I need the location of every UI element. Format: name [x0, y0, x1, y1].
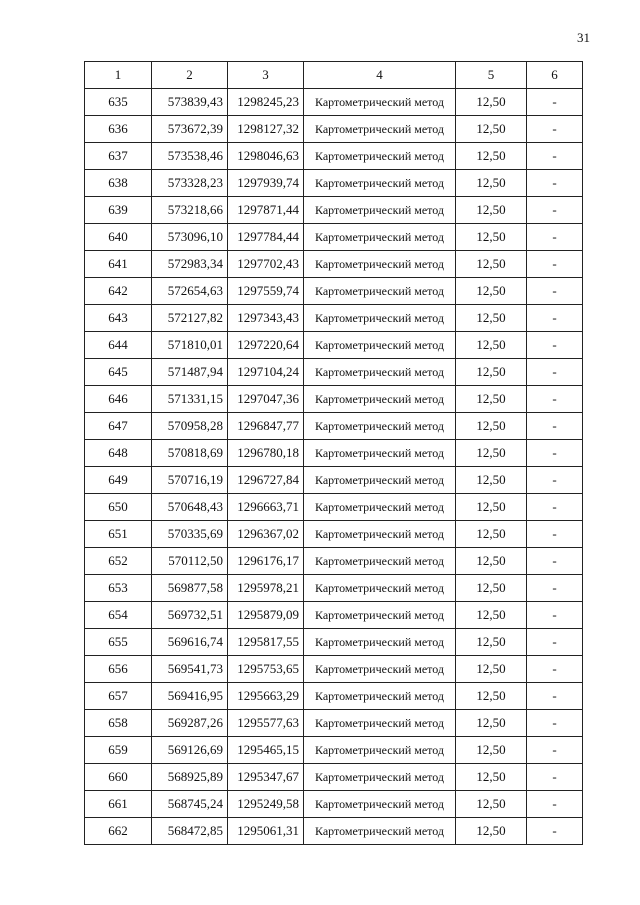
accuracy-cell: 12,50 — [456, 224, 527, 251]
note-cell: - — [527, 737, 583, 764]
table-row — [85, 251, 583, 278]
y-coordinate-cell: 1297939,74 — [228, 170, 304, 197]
table-row — [85, 656, 583, 683]
method-cell: Картометрический метод — [304, 737, 456, 764]
accuracy-cell: 12,50 — [456, 251, 527, 278]
accuracy-cell: 12,50 — [456, 89, 527, 116]
point-number-cell: 646 — [85, 386, 152, 413]
table-row — [85, 494, 583, 521]
x-coordinate-cell: 569732,51 — [152, 602, 228, 629]
table-row — [85, 791, 583, 818]
header-cell-3: 3 — [228, 62, 304, 89]
accuracy-cell: 12,50 — [456, 791, 527, 818]
table-row — [85, 548, 583, 575]
method-cell: Картометрический метод — [304, 818, 456, 845]
note-cell: - — [527, 683, 583, 710]
y-coordinate-cell: 1295465,15 — [228, 737, 304, 764]
point-number-cell: 636 — [85, 116, 152, 143]
method-cell: Картометрический метод — [304, 386, 456, 413]
y-coordinate-cell: 1296367,02 — [228, 521, 304, 548]
note-cell: - — [527, 818, 583, 845]
table-row — [85, 305, 583, 332]
table-row — [85, 764, 583, 791]
note-cell: - — [527, 710, 583, 737]
accuracy-cell: 12,50 — [456, 440, 527, 467]
accuracy-cell: 12,50 — [456, 170, 527, 197]
table-body — [85, 89, 583, 845]
point-number-cell: 655 — [85, 629, 152, 656]
table-row — [85, 818, 583, 845]
table-row — [85, 602, 583, 629]
accuracy-cell: 12,50 — [456, 359, 527, 386]
note-cell: - — [527, 656, 583, 683]
note-cell: - — [527, 764, 583, 791]
y-coordinate-cell: 1297871,44 — [228, 197, 304, 224]
method-cell: Картометрический метод — [304, 197, 456, 224]
point-number-cell: 657 — [85, 683, 152, 710]
coordinates-table — [84, 61, 583, 845]
y-coordinate-cell: 1296847,77 — [228, 413, 304, 440]
y-coordinate-cell: 1297343,43 — [228, 305, 304, 332]
x-coordinate-cell: 570335,69 — [152, 521, 228, 548]
table-row — [85, 413, 583, 440]
method-cell: Картометрический метод — [304, 683, 456, 710]
point-number-cell: 643 — [85, 305, 152, 332]
x-coordinate-cell: 573096,10 — [152, 224, 228, 251]
x-coordinate-cell: 571331,15 — [152, 386, 228, 413]
y-coordinate-cell: 1296727,84 — [228, 467, 304, 494]
table-header — [85, 62, 583, 89]
table-row — [85, 629, 583, 656]
point-number-cell: 658 — [85, 710, 152, 737]
header-cell-6: 6 — [527, 62, 583, 89]
x-coordinate-cell: 569126,69 — [152, 737, 228, 764]
x-coordinate-cell: 569616,74 — [152, 629, 228, 656]
table-row — [85, 467, 583, 494]
note-cell: - — [527, 224, 583, 251]
table-row — [85, 386, 583, 413]
x-coordinate-cell: 573672,39 — [152, 116, 228, 143]
method-cell: Картометрический метод — [304, 116, 456, 143]
note-cell: - — [527, 494, 583, 521]
table-row — [85, 575, 583, 602]
point-number-cell: 647 — [85, 413, 152, 440]
x-coordinate-cell: 568925,89 — [152, 764, 228, 791]
note-cell: - — [527, 548, 583, 575]
x-coordinate-cell: 570716,19 — [152, 467, 228, 494]
x-coordinate-cell: 569541,73 — [152, 656, 228, 683]
method-cell: Картометрический метод — [304, 656, 456, 683]
note-cell: - — [527, 305, 583, 332]
x-coordinate-cell: 571810,01 — [152, 332, 228, 359]
method-cell: Картометрический метод — [304, 629, 456, 656]
y-coordinate-cell: 1295753,65 — [228, 656, 304, 683]
note-cell: - — [527, 521, 583, 548]
table-row — [85, 278, 583, 305]
x-coordinate-cell: 570112,50 — [152, 548, 228, 575]
accuracy-cell: 12,50 — [456, 629, 527, 656]
note-cell: - — [527, 440, 583, 467]
note-cell: - — [527, 116, 583, 143]
x-coordinate-cell: 573839,43 — [152, 89, 228, 116]
point-number-cell: 660 — [85, 764, 152, 791]
note-cell: - — [527, 332, 583, 359]
note-cell: - — [527, 143, 583, 170]
table-row — [85, 521, 583, 548]
accuracy-cell: 12,50 — [456, 710, 527, 737]
method-cell: Картометрический метод — [304, 575, 456, 602]
note-cell: - — [527, 386, 583, 413]
method-cell: Картометрический метод — [304, 791, 456, 818]
point-number-cell: 635 — [85, 89, 152, 116]
y-coordinate-cell: 1296176,17 — [228, 548, 304, 575]
table-row — [85, 116, 583, 143]
y-coordinate-cell: 1295347,67 — [228, 764, 304, 791]
note-cell: - — [527, 575, 583, 602]
x-coordinate-cell: 569877,58 — [152, 575, 228, 602]
point-number-cell: 654 — [85, 602, 152, 629]
y-coordinate-cell: 1295249,58 — [228, 791, 304, 818]
header-cell-2: 2 — [152, 62, 228, 89]
y-coordinate-cell: 1295577,63 — [228, 710, 304, 737]
y-coordinate-cell: 1295879,09 — [228, 602, 304, 629]
table-row — [85, 143, 583, 170]
y-coordinate-cell: 1295663,29 — [228, 683, 304, 710]
accuracy-cell: 12,50 — [456, 737, 527, 764]
accuracy-cell: 12,50 — [456, 548, 527, 575]
point-number-cell: 648 — [85, 440, 152, 467]
point-number-cell: 653 — [85, 575, 152, 602]
note-cell: - — [527, 413, 583, 440]
method-cell: Картометрический метод — [304, 170, 456, 197]
point-number-cell: 650 — [85, 494, 152, 521]
table-row — [85, 737, 583, 764]
point-number-cell: 640 — [85, 224, 152, 251]
accuracy-cell: 12,50 — [456, 386, 527, 413]
accuracy-cell: 12,50 — [456, 467, 527, 494]
accuracy-cell: 12,50 — [456, 413, 527, 440]
method-cell: Картометрический метод — [304, 359, 456, 386]
point-number-cell: 638 — [85, 170, 152, 197]
method-cell: Картометрический метод — [304, 548, 456, 575]
method-cell: Картометрический метод — [304, 602, 456, 629]
point-number-cell: 649 — [85, 467, 152, 494]
y-coordinate-cell: 1298127,32 — [228, 116, 304, 143]
table-row — [85, 89, 583, 116]
y-coordinate-cell: 1297047,36 — [228, 386, 304, 413]
x-coordinate-cell: 573328,23 — [152, 170, 228, 197]
accuracy-cell: 12,50 — [456, 656, 527, 683]
accuracy-cell: 12,50 — [456, 575, 527, 602]
point-number-cell: 637 — [85, 143, 152, 170]
table-row — [85, 359, 583, 386]
point-number-cell: 652 — [85, 548, 152, 575]
y-coordinate-cell: 1295817,55 — [228, 629, 304, 656]
y-coordinate-cell: 1295061,31 — [228, 818, 304, 845]
note-cell: - — [527, 791, 583, 818]
method-cell: Картометрический метод — [304, 494, 456, 521]
accuracy-cell: 12,50 — [456, 332, 527, 359]
table-row — [85, 224, 583, 251]
method-cell: Картометрический метод — [304, 143, 456, 170]
y-coordinate-cell: 1297104,24 — [228, 359, 304, 386]
x-coordinate-cell: 571487,94 — [152, 359, 228, 386]
header-cell-4: 4 — [304, 62, 456, 89]
point-number-cell: 651 — [85, 521, 152, 548]
point-number-cell: 662 — [85, 818, 152, 845]
y-coordinate-cell: 1298245,23 — [228, 89, 304, 116]
y-coordinate-cell: 1296663,71 — [228, 494, 304, 521]
accuracy-cell: 12,50 — [456, 278, 527, 305]
accuracy-cell: 12,50 — [456, 818, 527, 845]
point-number-cell: 642 — [85, 278, 152, 305]
x-coordinate-cell: 572654,63 — [152, 278, 228, 305]
table-row — [85, 170, 583, 197]
method-cell: Картометрический метод — [304, 521, 456, 548]
note-cell: - — [527, 251, 583, 278]
table-row — [85, 197, 583, 224]
method-cell: Картометрический метод — [304, 89, 456, 116]
note-cell: - — [527, 629, 583, 656]
x-coordinate-cell: 568745,24 — [152, 791, 228, 818]
point-number-cell: 639 — [85, 197, 152, 224]
x-coordinate-cell: 569287,26 — [152, 710, 228, 737]
x-coordinate-cell: 570958,28 — [152, 413, 228, 440]
header-cell-1: 1 — [85, 62, 152, 89]
point-number-cell: 645 — [85, 359, 152, 386]
accuracy-cell: 12,50 — [456, 602, 527, 629]
y-coordinate-cell: 1297702,43 — [228, 251, 304, 278]
accuracy-cell: 12,50 — [456, 764, 527, 791]
method-cell: Картометрический метод — [304, 224, 456, 251]
method-cell: Картометрический метод — [304, 764, 456, 791]
accuracy-cell: 12,50 — [456, 494, 527, 521]
method-cell: Картометрический метод — [304, 467, 456, 494]
header-cell-5: 5 — [456, 62, 527, 89]
x-coordinate-cell: 573218,66 — [152, 197, 228, 224]
x-coordinate-cell: 572127,82 — [152, 305, 228, 332]
x-coordinate-cell: 569416,95 — [152, 683, 228, 710]
note-cell: - — [527, 197, 583, 224]
method-cell: Картометрический метод — [304, 710, 456, 737]
header-row — [85, 62, 583, 89]
table-row — [85, 440, 583, 467]
accuracy-cell: 12,50 — [456, 683, 527, 710]
accuracy-cell: 12,50 — [456, 197, 527, 224]
point-number-cell: 644 — [85, 332, 152, 359]
x-coordinate-cell: 570818,69 — [152, 440, 228, 467]
point-number-cell: 656 — [85, 656, 152, 683]
point-number-cell: 659 — [85, 737, 152, 764]
note-cell: - — [527, 170, 583, 197]
method-cell: Картометрический метод — [304, 332, 456, 359]
method-cell: Картометрический метод — [304, 251, 456, 278]
y-coordinate-cell: 1298046,63 — [228, 143, 304, 170]
table-row — [85, 683, 583, 710]
y-coordinate-cell: 1297220,64 — [228, 332, 304, 359]
method-cell: Картометрический метод — [304, 440, 456, 467]
y-coordinate-cell: 1295978,21 — [228, 575, 304, 602]
accuracy-cell: 12,50 — [456, 521, 527, 548]
page-number: 31 — [577, 30, 590, 45]
x-coordinate-cell: 573538,46 — [152, 143, 228, 170]
point-number-cell: 641 — [85, 251, 152, 278]
note-cell: - — [527, 467, 583, 494]
note-cell: - — [527, 602, 583, 629]
y-coordinate-cell: 1296780,18 — [228, 440, 304, 467]
note-cell: - — [527, 359, 583, 386]
point-number-cell: 661 — [85, 791, 152, 818]
x-coordinate-cell: 570648,43 — [152, 494, 228, 521]
y-coordinate-cell: 1297784,44 — [228, 224, 304, 251]
method-cell: Картометрический метод — [304, 305, 456, 332]
note-cell: - — [527, 89, 583, 116]
x-coordinate-cell: 568472,85 — [152, 818, 228, 845]
method-cell: Картометрический метод — [304, 278, 456, 305]
table-row — [85, 710, 583, 737]
x-coordinate-cell: 572983,34 — [152, 251, 228, 278]
table-row — [85, 332, 583, 359]
y-coordinate-cell: 1297559,74 — [228, 278, 304, 305]
accuracy-cell: 12,50 — [456, 116, 527, 143]
method-cell: Картометрический метод — [304, 413, 456, 440]
note-cell: - — [527, 278, 583, 305]
accuracy-cell: 12,50 — [456, 305, 527, 332]
coordinates-table-container — [84, 61, 583, 845]
accuracy-cell: 12,50 — [456, 143, 527, 170]
